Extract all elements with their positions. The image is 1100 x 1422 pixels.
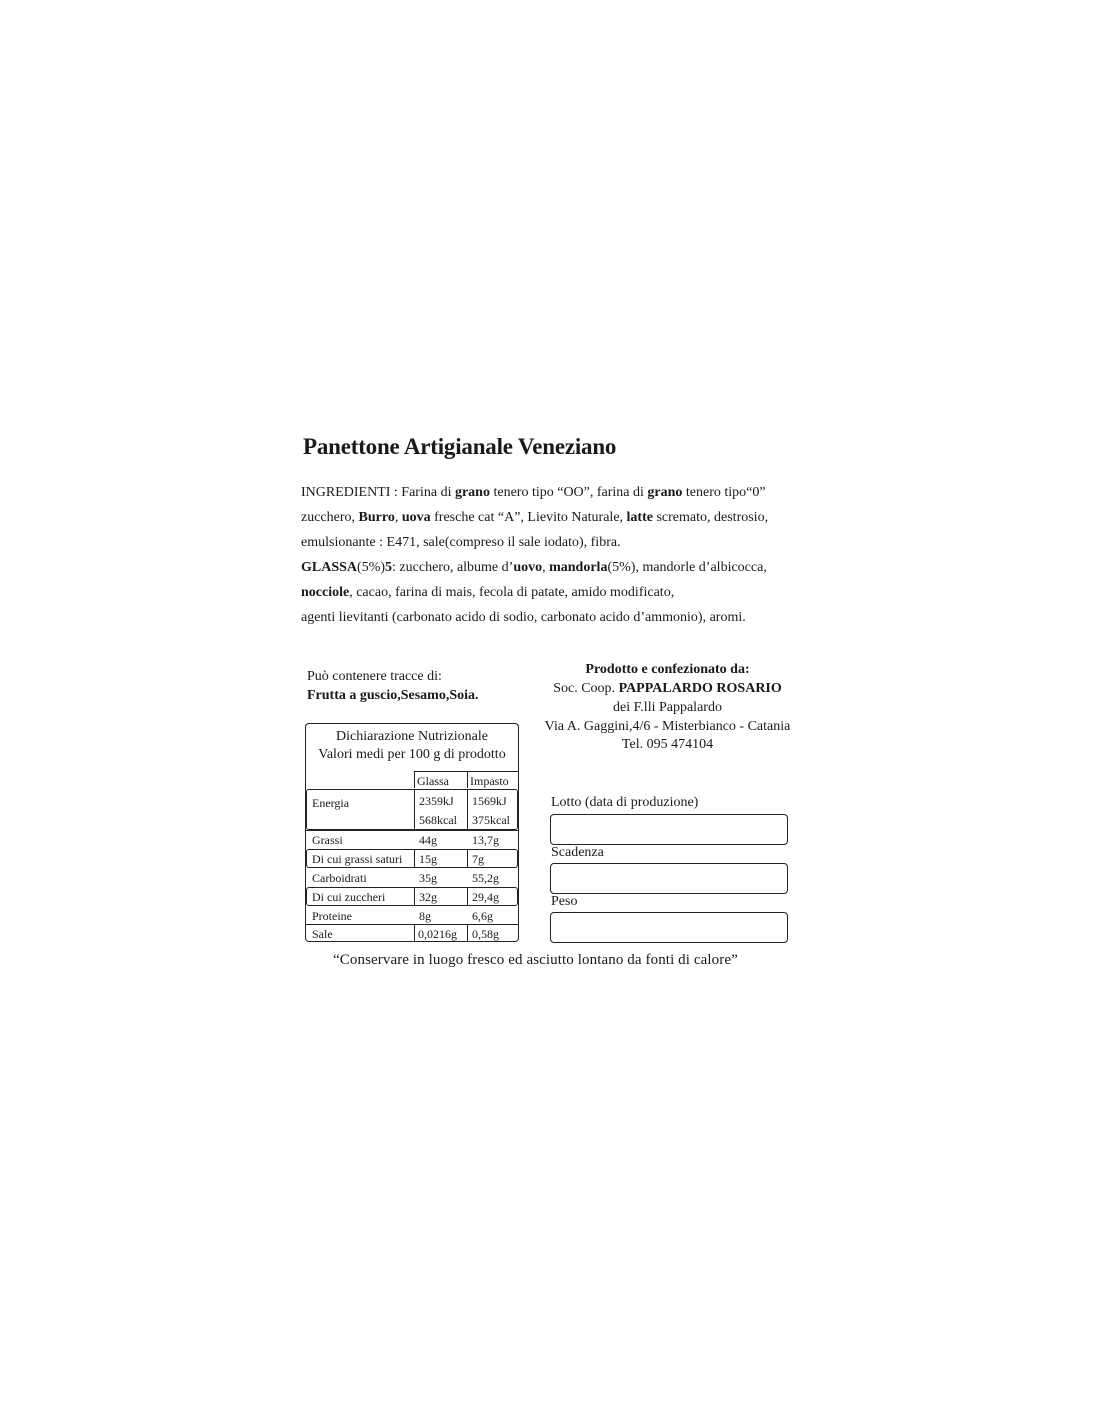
allergen-burro: Burro [358, 510, 395, 525]
ingredients-text: , cacao, farina di mais, fecola di patate, amido modificato, [349, 585, 675, 600]
producer-company [530, 681, 805, 697]
row-glassa: 2359kJ [419, 794, 454, 808]
row-glassa: 8g [419, 909, 431, 923]
row-impasto: 375kcal [472, 813, 510, 827]
row-label: Carboidrati [312, 871, 367, 885]
ingredients-text: (5%), mandorle d’albicocca, [607, 560, 767, 575]
nutrition-subheading: Valori medi per 100 g di prodotto [318, 747, 506, 762]
traces-list: Frutta a guscio,Sesamo,Soia. [307, 688, 479, 703]
producer-family: dei F.lli Pappalardo [613, 700, 722, 715]
glassa-line-1 [301, 559, 767, 577]
scadenza-label: Scadenza [551, 845, 604, 860]
ingredients-text: scremato, destrosio, [652, 510, 769, 525]
row-impasto: 29,4g [472, 890, 499, 904]
row-impasto: 0,58g [472, 927, 499, 941]
row-glassa: 15g [419, 852, 437, 866]
table-rule [467, 789, 468, 830]
ingredients-text: tenero tipo “OO”, farina di [489, 485, 648, 500]
row-glassa: 44g [419, 833, 437, 847]
ingredients-text: , [542, 560, 550, 575]
row-glassa: 32g [419, 890, 437, 904]
row-impasto: 6,6g [472, 909, 493, 923]
row-glassa: 0,0216g [418, 927, 457, 941]
ingredients-text: fresche cat “A”, Lievito Naturale, [430, 510, 627, 525]
scadenza-field [550, 863, 788, 894]
allergen-nocciole: nocciole [301, 585, 350, 600]
table-rule [467, 771, 468, 788]
table-rule [306, 830, 518, 831]
producer-company-name: PAPPALARDO ROSARIO [618, 681, 782, 696]
ingredients-text: zucchero, [301, 510, 359, 525]
row-impasto: 13,7g [472, 833, 499, 847]
storage-note: “Conservare in luogo fresco ed asciutto lontano da fonti di calore” [333, 952, 738, 968]
row-label: Di cui zuccheri [312, 890, 386, 904]
table-rule [414, 849, 415, 868]
ingredients-line-1 [301, 484, 766, 502]
ingredients-text: , [394, 510, 402, 525]
row-impasto: 1569kJ [472, 794, 507, 808]
producer-heading: Prodotto e confezionato da: [585, 662, 750, 677]
allergen-latte: latte [626, 510, 653, 525]
ingredients-text: : Farina di [390, 485, 455, 500]
row-glassa: 568kcal [419, 813, 457, 827]
row-label: Sale [312, 927, 333, 941]
product-title: Panettone Artigianale Veneziano [303, 434, 617, 459]
ingredients-heading: INGREDIENTI [301, 485, 391, 500]
ingredients-text: tenero tipo“0” [682, 485, 766, 500]
table-rule [414, 771, 415, 788]
row-label: Di cui grassi saturi [312, 852, 403, 866]
ingredients-line-3: emulsionante : E471, sale(compreso il sale iodato), fibra. [301, 535, 621, 550]
ingredients-text: : zucchero, albume d’ [392, 560, 514, 575]
row-label: Proteine [312, 909, 352, 923]
allergen-uova: uova [401, 510, 431, 525]
table-rule [467, 924, 468, 941]
nutrition-heading: Dichiarazione Nutrizionale [336, 729, 488, 744]
table-rule [467, 887, 468, 906]
glassa-line-3: agenti lievitanti (carbonato acido di sodio, carbonato acido d’ammonio), aromi. [301, 610, 746, 625]
producer-phone: Tel. 095 474104 [621, 737, 714, 752]
lotto-label: Lotto (data di produzione) [551, 795, 699, 810]
lotto-field [550, 814, 788, 845]
table-rule [467, 849, 468, 868]
glassa-percent: (5%) [357, 560, 386, 575]
table-rule [414, 789, 415, 830]
glassa-line-2 [301, 584, 674, 602]
nutrition-table [305, 723, 519, 942]
table-rule [414, 887, 415, 906]
glassa-heading: GLASSA [301, 560, 358, 575]
traces-label: Può contenere tracce di: [307, 669, 442, 684]
row-label: Energia [312, 796, 350, 810]
ingredients-line-2 [301, 509, 768, 527]
allergen-grano: grano [647, 485, 683, 500]
column-header-impasto: Impasto [470, 774, 509, 788]
table-rule [306, 924, 518, 925]
row-impasto: 55,2g [472, 871, 499, 885]
column-header-glassa: Glassa [417, 774, 449, 788]
row-label: Grassi [312, 833, 343, 847]
allergen-grano: grano [454, 485, 490, 500]
row-glassa: 35g [419, 871, 437, 885]
row-impasto: 7g [472, 852, 484, 866]
allergen-uovo: uovo [513, 560, 543, 575]
table-rule [414, 924, 415, 941]
peso-label: Peso [551, 894, 578, 909]
peso-field [550, 912, 788, 943]
allergen-mandorla: mandorla [549, 560, 608, 575]
producer-address: Via A. Gaggini,4/6 - Misterbianco - Catania [544, 719, 791, 734]
glassa-number: 5 [385, 560, 393, 575]
producer-company-prefix: Soc. Coop. [553, 681, 619, 696]
